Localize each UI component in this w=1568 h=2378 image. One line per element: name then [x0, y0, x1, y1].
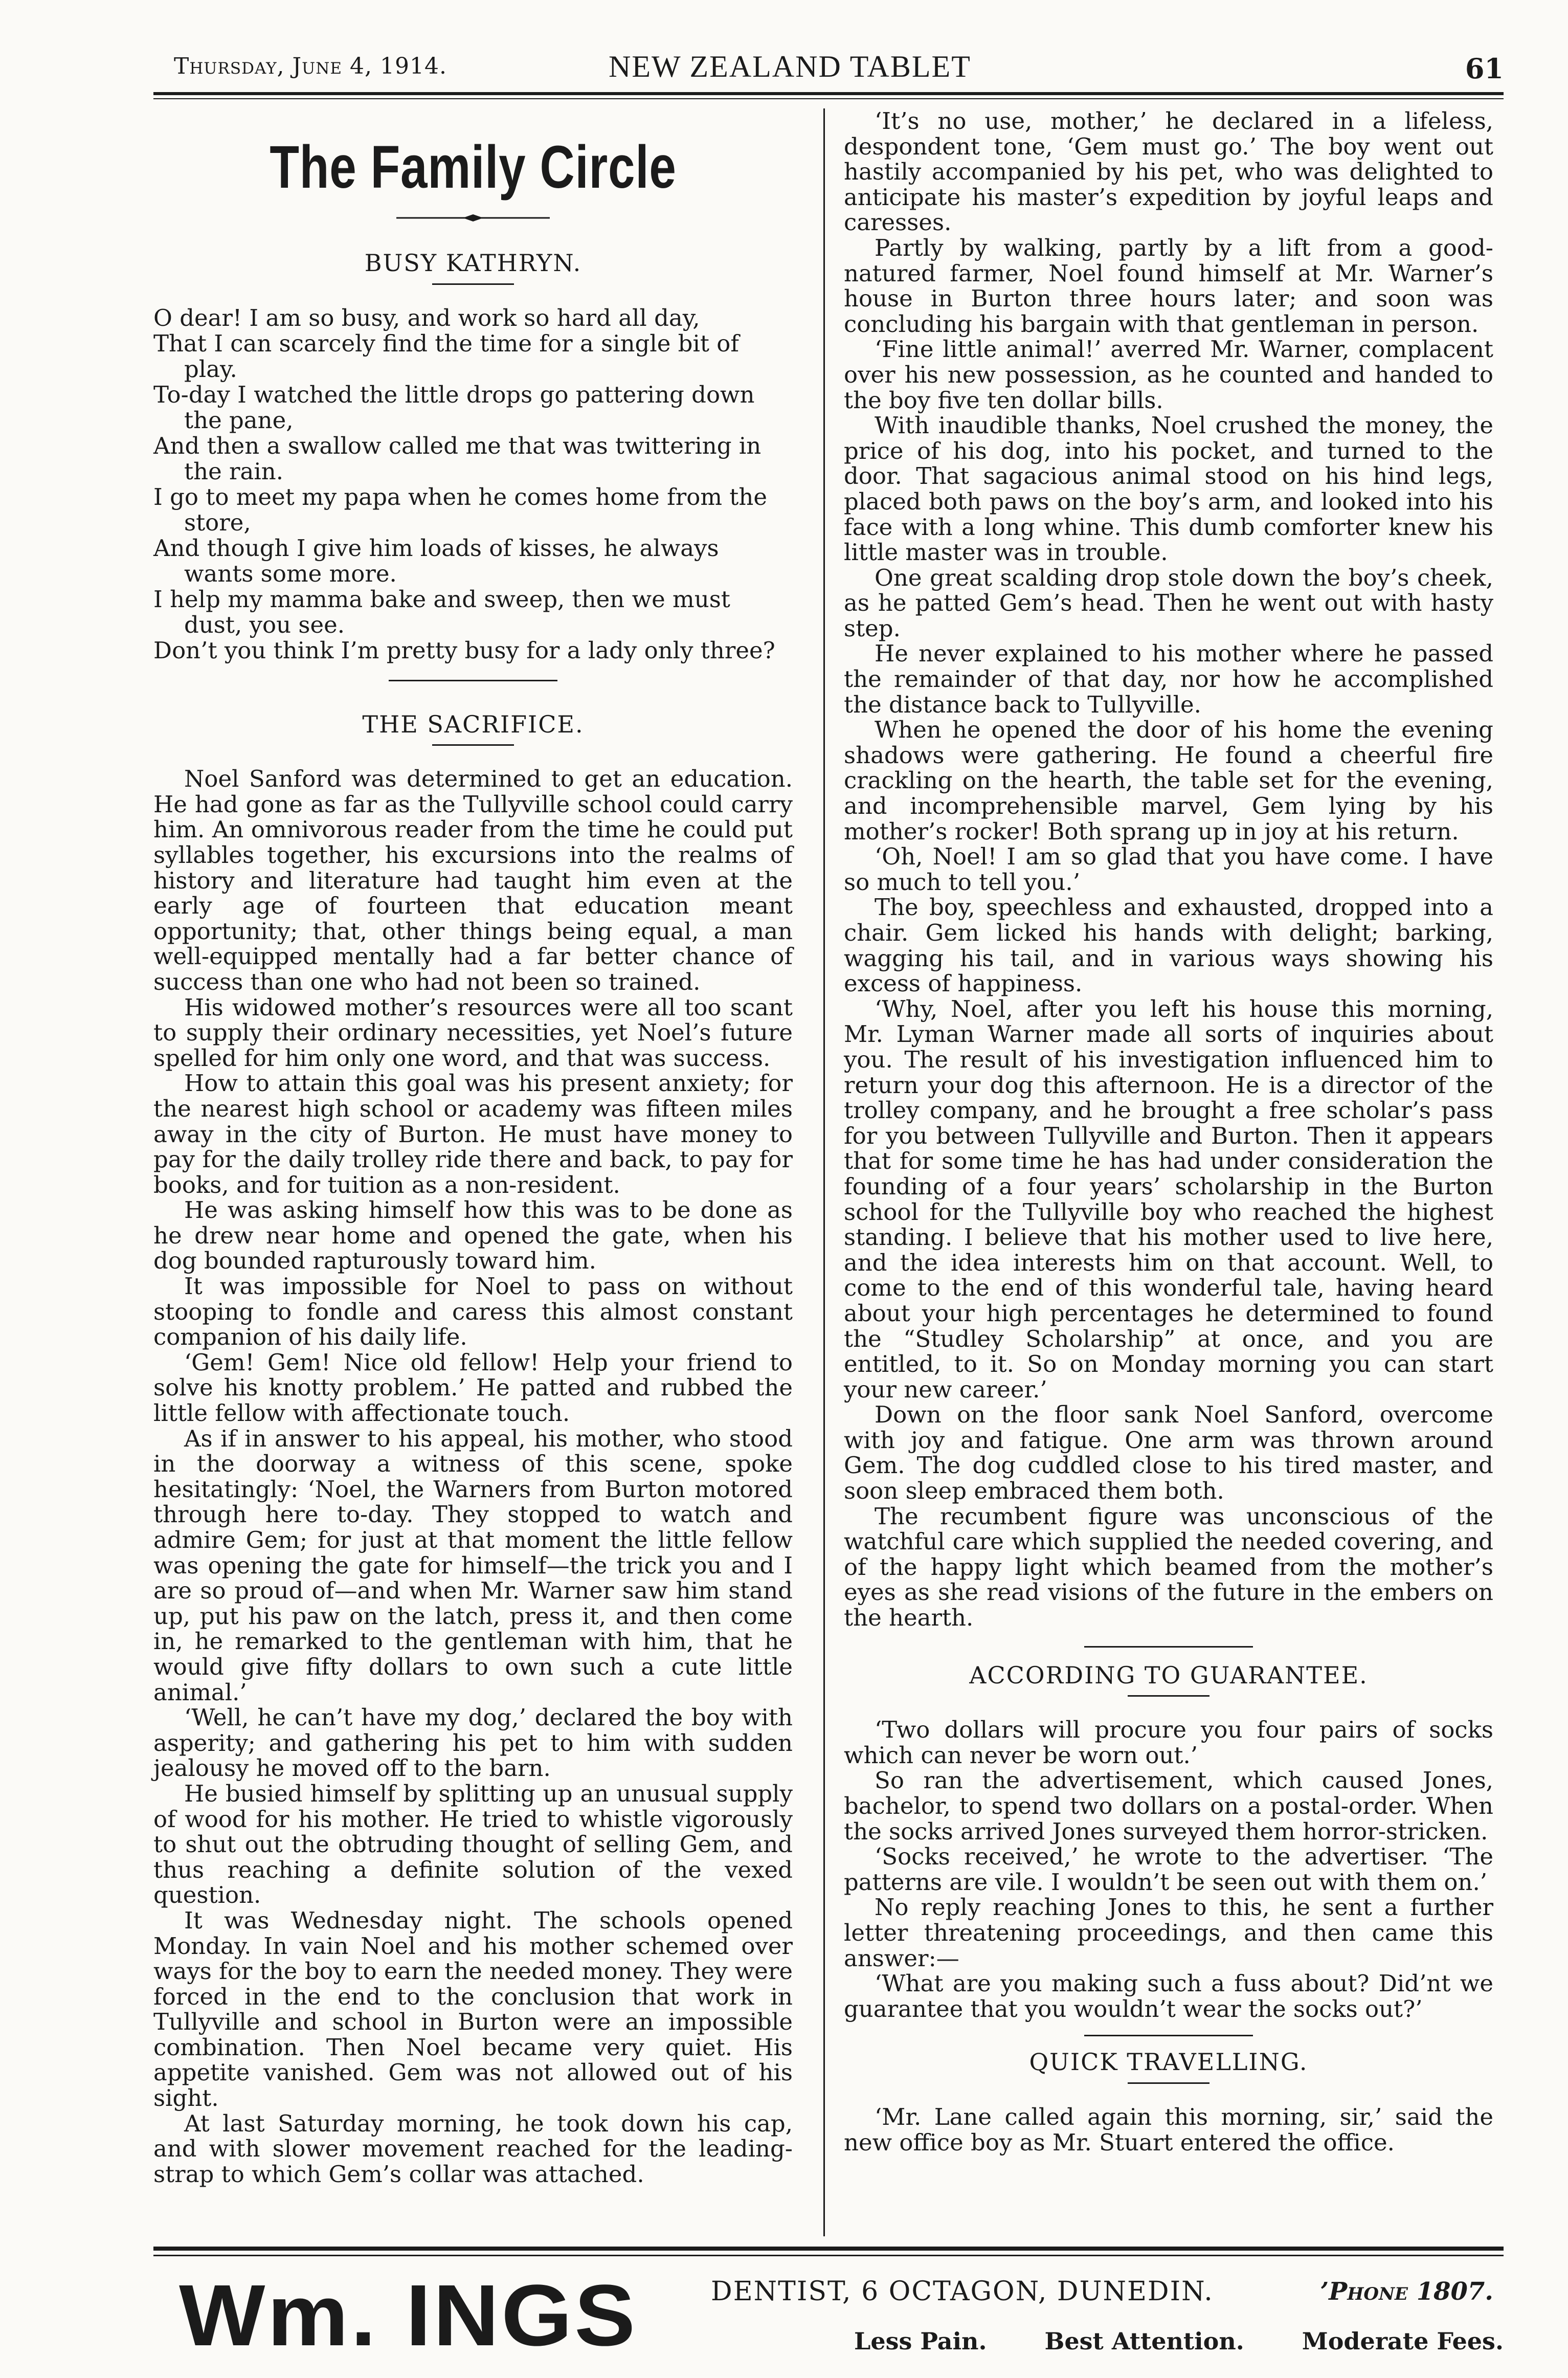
story-paragraph: It was Wednesday night. The schools opened Monday. In vain Noel and his mother schemed over ways for the boy to earn the needed money. They were forced in the end to the conclusion that work in Tullyville and school in Burton were an impossible combination. Then Noel became very quiet. His appetite vanished. Gem was not allowed out of his sight. — [153, 1906, 793, 2112]
sacrifice-story-part-2 — [844, 108, 1493, 1631]
advert-phone: ’Phone 1807. — [1320, 2277, 1493, 2306]
footer-rule-thin — [153, 2255, 1504, 2256]
section-rule — [389, 680, 557, 681]
advert-slogan: Moderate Fees. — [1302, 2327, 1504, 2355]
poem-line: I help my mamma bake and sweep, then we must dust, you see. — [153, 585, 730, 638]
masthead-rule-thick — [153, 92, 1504, 95]
story-paragraph: No reply reaching Jones to this, he sent a further letter threatening proceedings, and then came this answer:— — [844, 1894, 1493, 1972]
poem-line: That I can scarcely find the time for a single bit of play. — [153, 329, 740, 383]
busy-kathryn-heading: BUSY KATHRYN. — [364, 249, 582, 277]
travelling-story — [844, 2104, 1493, 2155]
advert-slogan: Less Pain. — [854, 2327, 987, 2355]
advert-address: DENTIST, 6 OCTAGON, DUNEDIN. — [711, 2276, 1214, 2307]
story-paragraph: He was asking himself how this was to be done as he drew near home and opened the gate, when his dog bounded rapturously toward him. — [153, 1196, 793, 1275]
story-paragraph: Noel Sanford was determined to get an education. He had gone as far as the Tullyville school could carry him. An omnivorous reader from the time he could put syllables together, his excursions into the realms of history and literature had taught him even at the early age of fourteen that education meant opportunity; that, other things being equal, a man well-equipped mentally had a far better chance of success than one who had not been so trained. — [153, 765, 793, 995]
issue-date: Thursday, June 4, 1914. — [174, 53, 447, 79]
story-paragraph: ‘What are you making such a fuss about? Did’nt we guarantee that you wouldn’t wear the socks out?’ — [844, 1970, 1493, 2023]
heading-rule — [432, 283, 514, 285]
story-paragraph: ‘Socks received,’ he wrote to the advertiser. ‘The patterns are vile. I wouldn’t be seen out with them on.’ — [844, 1843, 1493, 1896]
story-paragraph: His widowed mother’s resources were all too scant to supply their ordinary necessities, yet Noel’s future spelled for him only one word, and that was success. — [153, 993, 793, 1072]
column-divider — [823, 108, 825, 2236]
ornament-divider — [396, 214, 550, 222]
story-paragraph: As if in answer to his appeal, his mother, who stood in the doorway a witness of this scene, spoke hesitatingly: ‘Noel, the Warners from Burton motored through here to-day. They stopped to watch and admire Gem; for just at that moment the little fellow was opening the gate for himself—the trick you and I are so proud of—and when Mr. Warner saw him stand up, put his paw on the latch, press it, and then come in, he remarked to the gentleman with him, that he would give fifty dollars to own such a cute little animal.’ — [153, 1425, 793, 1706]
masthead — [153, 49, 1504, 90]
footer-rule-thick — [153, 2247, 1504, 2251]
story-paragraph: When he opened the door of his home the evening shadows were gathering. He found a cheerful fire crackling on the hearth, the table set for the evening, and incomprehensible marvel, Gem lying by his mother’s rocker! Both sprang up in joy at his return. — [844, 716, 1493, 845]
advert-brand: Wm. INGS — [179, 2267, 638, 2364]
story-paragraph: With inaudible thanks, Noel crushed the money, the price of his dog, into his pocket, and turned to the door. That sagacious animal stood on his hind legs, placed both paws on the boy’s arm, and looked into his face with a long whine. This dumb comforter knew his little master was in trouble. — [844, 412, 1493, 566]
travelling-heading: QUICK TRAVELLING. — [1029, 2048, 1308, 2076]
advert-slogan: Best Attention. — [1044, 2327, 1244, 2355]
masthead-rule-thin — [153, 98, 1504, 99]
story-paragraph: He never explained to his mother where he passed the remainder of that day, nor how he accomplished the distance back to Tullyville. — [844, 640, 1493, 718]
story-paragraph: At last Saturday morning, he took down his cap, and with slower movement reached for the leading-strap to which Gem’s collar was attached. — [153, 2109, 793, 2188]
story-paragraph: The recumbent figure was unconscious of the watchful care which supplied the needed covering, and of the happy light which beamed from the mother’s eyes as she read visions of the future in the embers on the hearth. — [844, 1502, 1493, 1632]
section-rule — [1084, 2035, 1253, 2036]
story-paragraph: One great scalding drop stole down the boy’s cheek, as he patted Gem’s head. Then he went out with hasty step. — [844, 564, 1493, 642]
poem-line: O dear! I am so busy, and work so hard all day, — [153, 304, 700, 331]
dentist-advertisement — [153, 2267, 1504, 2364]
sacrifice-story-part-1 — [153, 766, 793, 2187]
story-paragraph: ‘Well, he can’t have my dog,’ declared the boy with asperity; and gathering his pet to him with sudden jealousy he moved off to the barn. — [153, 1704, 793, 1782]
story-paragraph: ‘Why, Noel, after you left his house this morning, Mr. Lyman Warner made all sorts of inquiries about you. The result of his investigation influenced him to return your dog this afternoon. He is a director of the trolley company, and he brought a free scholar’s pass for you between Tullyville and Burton. Then it appears that for some time he has had under consideration the founding of a four years’ scholarship in the Burton school for the Tullyville boy who reached the highest standing. I believe that his mother used to live here, and the idea interests him on that account. Well, to come to the end of this wonderful tale, having heard about your high percentages he determined to found the “Studley Scholarship” at once, and you are entitled, to it. So on Monday morning you can start your new career.’ — [844, 995, 1493, 1403]
story-paragraph: ‘Mr. Lane called again this morning, sir,’ said the new office boy as Mr. Stuart entered the office. — [844, 2103, 1493, 2156]
story-paragraph: How to attain this goal was his present anxiety; for the nearest high school or academy was fifteen miles away in the city of Burton. He must have money to pay for the daily trolley ride there and back, to pay for books, and for tuition as a non-resident. — [153, 1070, 793, 1198]
poem-line: And then a swallow called me that was twittering in the rain. — [153, 432, 761, 485]
story-paragraph: So ran the advertisement, which caused Jones, bachelor, to spend two dollars on a postal-order. When the socks arrived Jones surveyed them horror-stricken. — [844, 1767, 1493, 1845]
story-paragraph: He busied himself by splitting up an unusual supply of wood for his mother. He tried to whistle vigorously to shut out the obtruding thought of selling Gem, and thus reaching a definite solution of the vexed question. — [153, 1780, 793, 1909]
story-paragraph: The boy, speechless and exhausted, dropped into a chair. Gem licked his hands with delight; barking, wagging his tail, and in various ways showing his excess of happiness. — [844, 894, 1493, 997]
newspaper-title: NEW ZEALAND TABLET — [609, 50, 971, 83]
section-rule — [1084, 1646, 1253, 1648]
page-number: 61 — [1465, 52, 1504, 85]
story-paragraph: ‘It’s no use, mother,’ he declared in a lifeless, despondent tone, ‘Gem must go.’ The boy went out hastily accompanied by his pet, who was delighted to anticipate his master’s expedition by joyful leaps and caresses. — [844, 107, 1493, 236]
left-column — [153, 108, 793, 2187]
advert-slogans — [854, 2327, 1504, 2355]
heading-rule — [432, 744, 514, 746]
heading-rule — [1128, 1695, 1209, 1697]
story-paragraph: Partly by walking, partly by a lift from a good-natured farmer, Noel found himself at Mr. Warner’s house in Burton three hours later; and soon was concluding his bargain with that gentleman in person. — [844, 234, 1493, 338]
story-paragraph: ‘Two dollars will procure you four pairs of socks which can never be worn out.’ — [844, 1716, 1493, 1769]
story-paragraph: ‘Fine little animal!’ averred Mr. Warner, complacent over his new possession, as he counted and handed to the boy five ten dollar bills. — [844, 336, 1493, 414]
sacrifice-heading: THE SACRIFICE. — [362, 710, 584, 738]
poem-line: I go to meet my papa when he comes home from the store, — [153, 483, 767, 536]
poem-line: To-day I watched the little drops go pattering down the pane, — [153, 381, 755, 434]
right-column — [844, 108, 1493, 2155]
busy-kathryn-poem — [153, 305, 793, 663]
guarantee-heading: ACCORDING TO GUARANTEE. — [969, 1661, 1368, 1689]
section-title: The Family Circle — [270, 134, 677, 201]
story-paragraph: Down on the floor sank Noel Sanford, overcome with joy and fatigue. One arm was thrown around Gem. The dog cuddled close to his tired master, and soon sleep embraced them both. — [844, 1401, 1493, 1505]
guarantee-story — [844, 1717, 1493, 2021]
poem-line: Don’t you think I’m pretty busy for a lady only three? — [153, 636, 775, 664]
heading-rule — [1128, 2082, 1209, 2084]
story-paragraph: ‘Oh, Noel! I am so glad that you have come. I have so much to tell you.’ — [844, 843, 1493, 896]
story-paragraph: ‘Gem! Gem! Nice old fellow! Help your friend to solve his knotty problem.’ He patted and rubbed the little fellow with affectionate touch. — [153, 1348, 793, 1427]
story-paragraph: It was impossible for Noel to pass on without stooping to fondle and caress this almost constant companion of his daily life. — [153, 1273, 793, 1351]
poem-line: And though I give him loads of kisses, he always wants some more. — [153, 534, 719, 587]
